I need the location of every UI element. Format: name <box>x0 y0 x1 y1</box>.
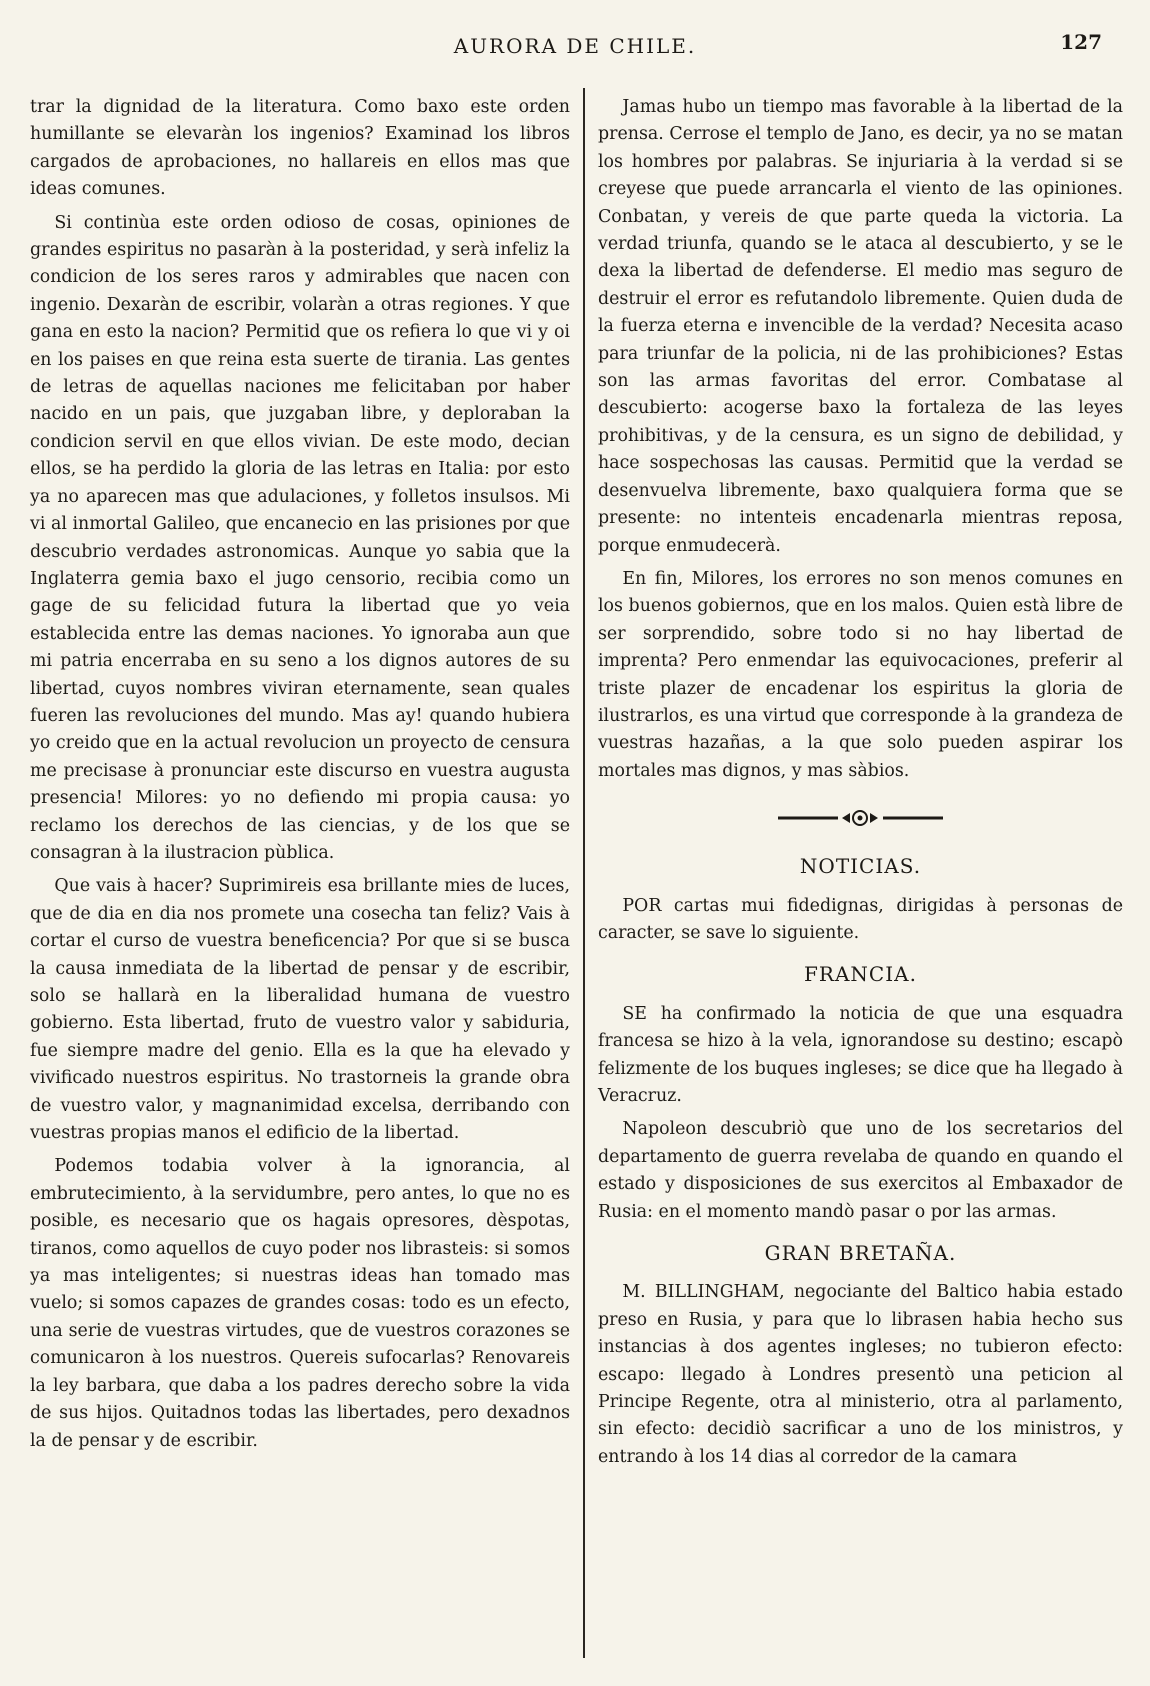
page-header <box>0 30 1150 70</box>
paragraph: Si continùa este orden odioso de cosas, opiniones de grandes espiritus no pasaràn à la posteridad, y serà infeliz la condicion de los seres raros y admirables que nacen con ingenio. Dexaràn de escribir, volaràn a otras regiones. Y que gana en esto la nacion? Permitid que os refiera lo que vi y oi en los paises en que reina esta suerte de tirania. Las gentes de letras de aquellas naciones me felicitaban por haber nacido en un pais, que juzgaban libre, y deploraban la condicion servil en que ellos vivian. De este modo, decian ellos, se ha perdido la gloria de las letras en Italia: por esto ya no aparecen mas que adulaciones, y folletos insulsos. Mi vi al inmortal Galileo, que encanecio en las prisiones por que descubrio verdades astronomicas. Aunque yo sabia que la Inglaterra gemia baxo el jugo censorio, recibia como un gage de su felicidad futura la libertad que yo veia establecida entre las demas naciones. Yo ignoraba aun que mi patria encerraba en su seno a los dignos autores de su libertad, cuyos nombres viviran eternamente, sean quales fueren las revoluciones del mundo. Mas ay! quando hubiera yo creido que en la actual revolucion un proyecto de censura me precisase à pronunciar este discurso en vuestra augusta presencia! Milores: yo no defiendo mi propia causa: yo reclamo los derechos de las ciencias, y de los que se consagran à la ilustracion pùblica. <box>30 212 570 863</box>
paragraph: Podemos todabia volver à la ignorancia, al embrutecimiento, à la servidumbre, pero antes, lo que no es posible, es necesario que os hagais opresores, dèspotas, tiranos, como aquellos de cuyo poder nos librasteis: si somos ya mas inteligentes; si nuestras ideas han tomado mas vuelo; si somos capazes de grandes cosas: todo es un efecto, una serie de vuestras virtudes, que de vuestros corazones se comunicaron à los nuestros. Quereis sufocarlas? Renovareis la ley barbara, que daba a los padres derecho sobre la vida de sus hijos. Quitadnos todas las libertades, pero dexadnos la de pensar y de escribir. <box>30 1156 570 1451</box>
column-divider <box>583 88 585 1658</box>
gran-bretana-heading: GRAN BRETAÑA. <box>764 1241 957 1266</box>
noticias-heading: NOTICIAS. <box>799 854 922 879</box>
running-title: AURORA DE CHILE. <box>453 34 697 58</box>
paragraph: trar la dignidad de la literatura. Como baxo este orden humillante se elevaràn los ingenios? Examinad los libros cargados de aprobaciones, no hallareis en ellos mas que ideas comunes. <box>30 97 570 200</box>
paragraph: Que vais à hacer? Suprimireis esa brillante mies de luces, que de dia en dia nos promete una cosecha tan feliz? Vais à cortar el curso de vuestra beneficencia? Por que si se busca la causa inmediata de la libertad de pensar y de escribir, solo se hallarà en la liberalidad humana de vuestro gobierno. Esta libertad, fruto de vuestro valor y sabiduria, fue siempre madre del genio. Ella es la que ha elevado y vivificado nuestros espiritus. No trastorneis la grande obra de vuestro valor, y magnanimidad excelsa, derribando con vuestras propias manos el edificio de la libertad. <box>30 876 570 1144</box>
francia-heading: FRANCIA. <box>804 962 917 987</box>
right-column <box>598 94 1123 1477</box>
page-number: 127 <box>1060 30 1102 54</box>
paragraph: M. BILLINGHAM, negociante del Baltico habia estado preso en Rusia, y para que lo librasen habia hecho sus instancias à dos agentes ingleses; no tubieron efecto: escapo: llegado à Londres presentò una peticion al Principe Regente, otra al ministerio, otra al parlamento, sin efecto: decidiò sacrificar a uno de los ministros, y entrando à los 14 dias al corredor de la camara <box>598 1282 1123 1467</box>
left-column <box>30 94 570 1461</box>
paragraph: SE ha confirmado la noticia de que una esquadra francesa se hizo à la vela, ignorandose su destino; escapò felizmente de los buques ingleses; se dice que ha llegado à Veracruz. <box>598 1003 1123 1106</box>
paragraph: Jamas hubo un tiempo mas favorable à la libertad de la prensa. Cerrose el templo de Jano, es decir, ya no se matan los hombres por palabras. Se injuriaria à la verdad si se creyese que puede arrancarla el viento de las opiniones. Conbatan, y vereis de que parte queda la victoria. La verdad triunfa, quando se le ataca al descubierto, y se le dexa la libertad de defenderse. El medio mas seguro de destruir el error es refutandolo libremente. Quien duda de la fuerza eterna e invencible de la verdad? Necesita acaso para triunfar de la policia, ni de las prohibiciones? Estas son las armas favoritas del error. Combatase al descubierto: acogerse baxo la fortaleza de las leyes prohibitivas, y de la censura, es un signo de debilidad, y hace sospechosas las causas. Permitid que la verdad se desenvuelva libremente, baxo qualquiera forma que se presente: no intenteis encadenarla mientras reposa, porque enmudecerà. <box>598 97 1123 556</box>
paragraph: Napoleon descubriò que uno de los secretarios del departamento de guerra revelaba de quando en quando el estado y disposiciones de sus exercitos al Embaxador de Rusia: en el momento mandò pasar o por las armas. <box>598 1119 1123 1222</box>
paragraph: POR cartas mui fidedignas, dirigidas à personas de caracter, se save lo siguiente. <box>598 895 1123 943</box>
ornament-divider-icon <box>598 803 1123 833</box>
paragraph: En fin, Milores, los errores no son menos comunes en los buenos gobiernos, que en los malos. Quien està libre de ser sorprendido, sobre todo si no hay libertad de imprenta? Pero enmendar las equivocaciones, preferir al triste plazer de encadenar los espiritus la gloria de ilustrarlos, es una virtud que corresponde à la grandeza de vuestras hazañas, a la que solo pueden aspirar los mortales mas dignos, y mas sàbios. <box>598 568 1123 781</box>
